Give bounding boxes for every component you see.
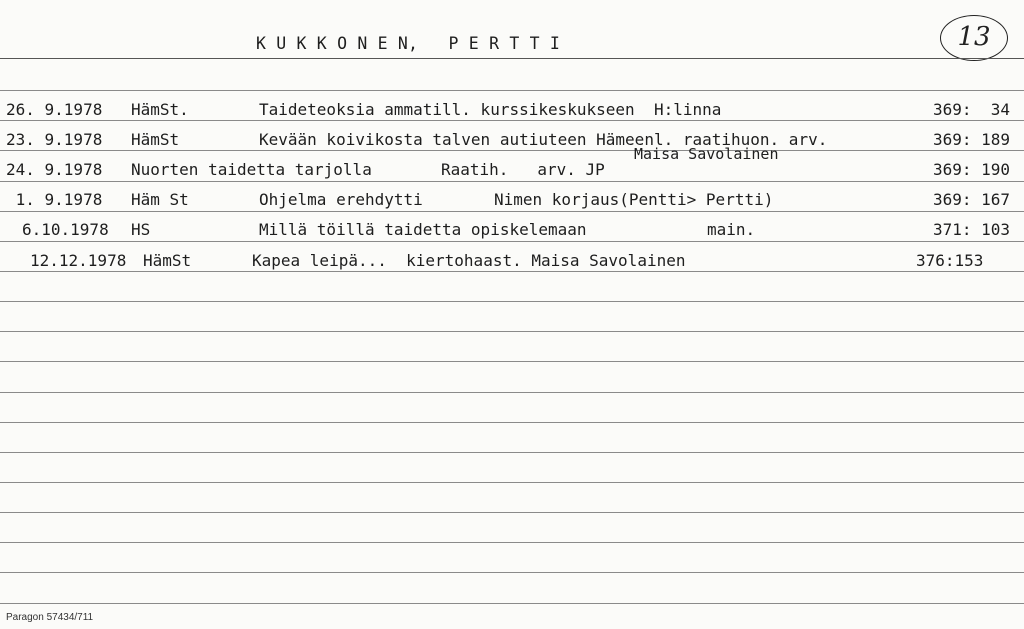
ruled-line — [0, 301, 1024, 302]
ruled-line — [0, 542, 1024, 543]
entry-title: Kevään koivikosta talven autiuteen Hämeenl. raatihuon. arv. — [259, 130, 828, 149]
entry-date: 12.12.1978 — [30, 251, 127, 270]
ruled-line — [0, 512, 1024, 513]
entry-ref: 369: 189 — [932, 130, 1010, 149]
entry-source: Nuorten taidetta tarjolla — [131, 160, 372, 179]
entry-ref: 376:153 — [916, 251, 984, 270]
card-number: 13 — [957, 22, 991, 52]
ruled-line — [0, 331, 1024, 332]
ruled-line — [0, 482, 1024, 483]
entry-source: HämSt. — [131, 100, 189, 119]
entry-date: 24. 9.1978 — [6, 160, 103, 179]
entry-title: Raatih. arv. JP — [441, 160, 605, 179]
list-item — [0, 100, 1024, 128]
list-item — [0, 251, 1024, 279]
entry-source: Häm St — [131, 190, 189, 209]
entry-date: 6.10.1978 — [22, 220, 109, 239]
list-item — [0, 190, 1024, 218]
ruled-line — [0, 603, 1024, 604]
list-item — [0, 220, 1024, 248]
ruled-line — [0, 361, 1024, 362]
entry-ref: 369: 190 — [932, 160, 1010, 179]
card-number-circle — [940, 15, 1008, 61]
entry-ref: 369: 167 — [932, 190, 1010, 209]
entry-source: HämSt — [131, 130, 180, 149]
list-item — [0, 160, 1024, 188]
entry-ref: 369: 34 — [932, 100, 1010, 119]
entry-ref: 371: 103 — [932, 220, 1010, 239]
card-heading-name: K U K K O N E N, P E R T T I — [256, 34, 561, 53]
entry-title: Kapea leipä... kiertohaast. Maisa Savolainen — [252, 251, 686, 270]
entry-date: 23. 9.1978 — [6, 130, 103, 149]
ruled-line — [0, 572, 1024, 573]
ruled-line — [0, 90, 1024, 91]
entry-note: Nimen korjaus(Pentti> Pertti) — [494, 190, 774, 209]
entry-source: HS — [131, 220, 151, 239]
entry-title: Taideteoksia ammatill. kurssikeskukseen H:linna — [259, 100, 722, 119]
entry-title: Millä töillä taidetta opiskelemaan — [259, 220, 587, 239]
printer-imprint: Paragon 57434/711 — [6, 612, 94, 623]
entry-title: Ohjelma erehdytti — [259, 190, 423, 209]
ruled-line — [0, 452, 1024, 453]
list-item — [0, 130, 1024, 158]
header-rule — [0, 58, 1024, 59]
entry-title-continuation: Maisa Savolainen — [634, 145, 779, 163]
entry-source: HämSt — [143, 251, 192, 270]
ruled-line — [0, 422, 1024, 423]
entry-note: main. — [707, 220, 756, 239]
entry-date: 26. 9.1978 — [6, 100, 103, 119]
entry-date: 1. 9.1978 — [6, 190, 103, 209]
ruled-line — [0, 392, 1024, 393]
